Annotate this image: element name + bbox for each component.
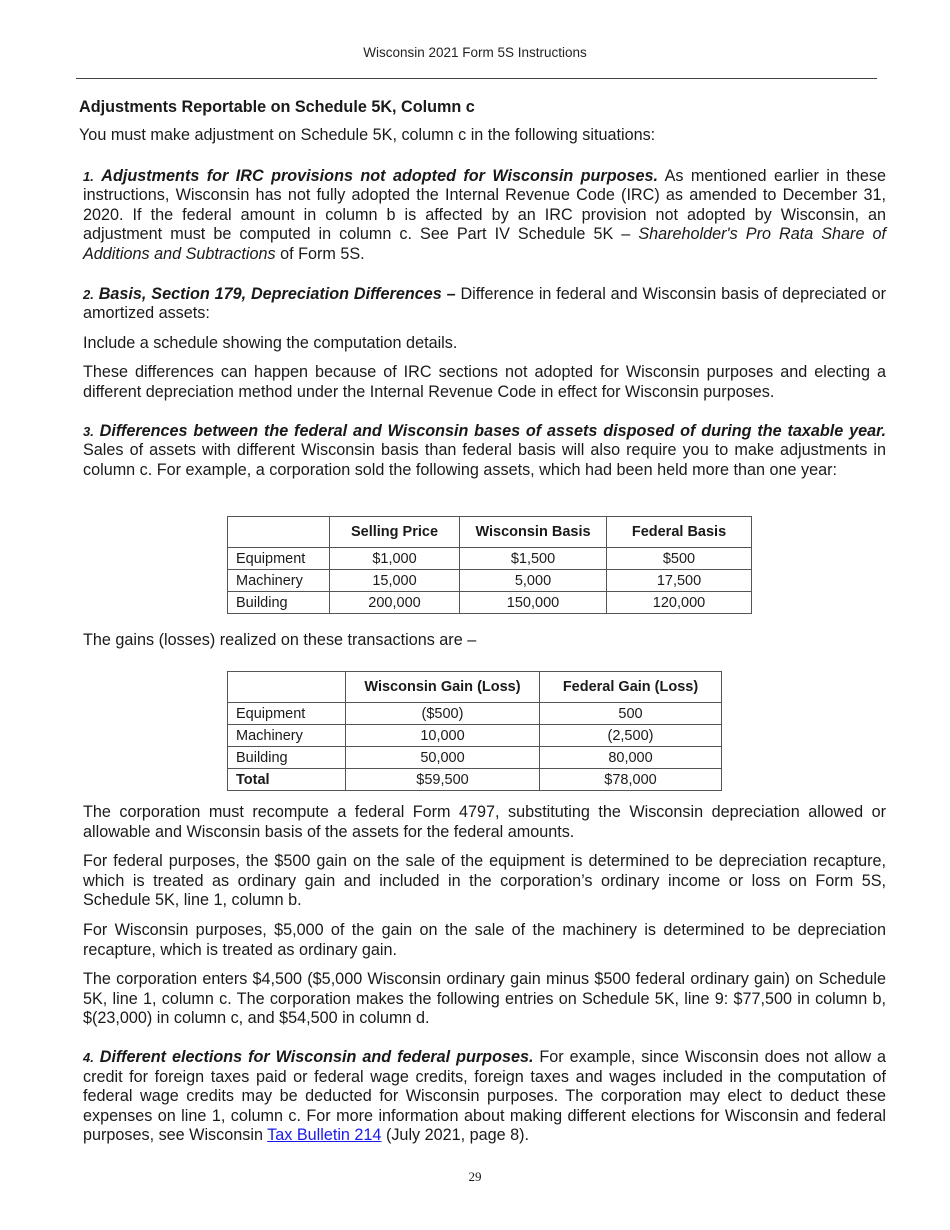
item-lead: Different elections for Wisconsin and federal purposes.	[99, 1047, 534, 1066]
item-1	[83, 167, 886, 265]
gains-intro: The gains (losses) realized on these transactions are –	[83, 631, 477, 649]
item-3	[83, 422, 886, 481]
page-content	[79, 96, 887, 480]
item-lead: Differences between the federal and Wisconsin bases of assets disposed of during the taxable year.	[99, 421, 886, 440]
table-cell: $78,000	[540, 769, 722, 791]
table-cell: 150,000	[460, 592, 607, 614]
table-cell: $500	[607, 548, 752, 570]
table-total-row	[228, 769, 722, 791]
gains-losses-table	[227, 671, 722, 791]
item-2-schedule-note: Include a schedule showing the computation details.	[83, 333, 458, 352]
recompute-paragraph: The corporation must recompute a federal Form 4797, substituting the Wisconsin depreciation allowed or allowable and Wisconsin basis of the assets for the federal amounts.	[83, 803, 886, 841]
page-number: 29	[468, 1169, 482, 1184]
entries-paragraph: The corporation enters $4,500 ($5,000 Wisconsin ordinary gain minus $500 federal ordinary gain) on Schedule 5K, line 1, column c. The corporation makes the following entries on Schedule 5K, line 9: $77,500 in column b, $(23,000) in column c, and $54,500 in column d.	[83, 970, 886, 1028]
table-cell: 200,000	[330, 592, 460, 614]
running-header: Wisconsin 2021 Form 5S Instructions	[363, 45, 587, 60]
table-row	[228, 592, 752, 614]
federal-purposes-paragraph: For federal purposes, the $500 gain on the sale of the equipment is determined to be depreciation recapture, which is treated as ordinary gain and included in the corporation’s ordinary income or loss on Form 5S, Schedule 5K, line 1, column b.	[83, 852, 886, 910]
table-header: Selling Price	[330, 517, 460, 548]
table-header: Federal Gain (Loss)	[540, 672, 722, 703]
table-cell: Building	[228, 592, 330, 614]
item-number: 4.	[83, 1049, 94, 1065]
item-text: Difference in federal and Wisconsin basis of depreciated or amortized assets:	[83, 284, 887, 323]
tax-bulletin-link[interactable]: Tax Bulletin 214	[267, 1126, 382, 1145]
table-header: Wisconsin Gain (Loss)	[346, 672, 540, 703]
table-header: Wisconsin Basis	[460, 517, 607, 548]
table-cell: Equipment	[228, 548, 330, 570]
item-text: Sales of assets with different Wisconsin basis than federal basis will also require you to make adjustments in column c. For example, a corporation sold the following assets, which had been held more than one year:	[83, 441, 886, 479]
table-cell: $59,500	[346, 769, 540, 791]
table-cell: Machinery	[228, 570, 330, 592]
table-cell: 120,000	[607, 592, 752, 614]
item-lead: Adjustments for IRC provisions not adopted for Wisconsin purposes.	[101, 166, 659, 185]
wisconsin-purposes-paragraph: For Wisconsin purposes, $5,000 of the gain on the sale of the machinery is determined to be depreciation recapture, which is treated as ordinary gain.	[83, 920, 886, 959]
table-row	[228, 703, 722, 725]
table-cell: ($500)	[346, 703, 540, 725]
table-row	[228, 548, 752, 570]
table-cell: 10,000	[346, 725, 540, 747]
table-row	[228, 747, 722, 769]
item-2	[83, 285, 886, 324]
table-header-row	[228, 672, 722, 703]
item-4	[83, 1048, 886, 1146]
item-italic-ref: Shareholder's Pro Rata Share of Additions and Subtractions	[83, 225, 886, 263]
item-lead: Basis, Section 179, Depreciation Differences –	[98, 284, 456, 303]
item-text: As mentioned earlier in these instructions, Wisconsin has not fully adopted the Internal Revenue Code (IRC) as amended to December 31, 2020. If the federal amount in column b is affected by an IRC provision not adopted by Wisconsin, an adjustment must be computed in column c. See Part IV Schedule 5K –	[83, 166, 887, 244]
header-divider	[76, 78, 877, 79]
table-cell: (2,500)	[540, 725, 722, 747]
item-2-explanation: These differences can happen because of IRC sections not adopted for Wisconsin purposes and electing a different depreciation method under the Internal Revenue Code in effect for Wisconsin purposes.	[83, 363, 886, 401]
item-3-continued	[83, 803, 886, 1146]
table-row	[228, 725, 722, 747]
table-cell: Equipment	[228, 703, 346, 725]
table-cell: Building	[228, 747, 346, 769]
table-row	[228, 570, 752, 592]
table-cell: 500	[540, 703, 722, 725]
item-text: For example, since Wisconsin does not allow a credit for foreign taxes paid or federal wage credits, foreign taxes and wages included in the computation of federal wage credits may be deducted for Wisconsin purposes. The corporation may elect to deduct these expenses on line 1, column c. For more information about making different elections for Wisconsin and federal purposes, see Wisconsin	[83, 1047, 886, 1145]
item-number: 1.	[83, 168, 94, 184]
table-cell: $1,500	[460, 548, 607, 570]
section-title: Adjustments Reportable on Schedule 5K, Column c	[79, 98, 475, 116]
table-cell: $1,000	[330, 548, 460, 570]
table-cell: Machinery	[228, 725, 346, 747]
asset-sales-table	[227, 516, 752, 614]
table-header: Federal Basis	[607, 517, 752, 548]
item-number: 3.	[83, 423, 94, 439]
item-number: 2.	[83, 286, 94, 302]
table-cell: Total	[228, 769, 346, 791]
item-text-end: (July 2021, page 8).	[381, 1126, 530, 1145]
table-cell: 80,000	[540, 747, 722, 769]
table-header	[228, 517, 330, 548]
table-header	[228, 672, 346, 703]
table-cell: 15,000	[330, 570, 460, 592]
table-cell: 17,500	[607, 570, 752, 592]
table-header-row	[228, 517, 752, 548]
table-cell: 5,000	[460, 570, 607, 592]
section-intro: You must make adjustment on Schedule 5K, column c in the following situations:	[79, 126, 656, 144]
item-text-end: of Form 5S.	[275, 244, 365, 263]
table-cell: 50,000	[346, 747, 540, 769]
